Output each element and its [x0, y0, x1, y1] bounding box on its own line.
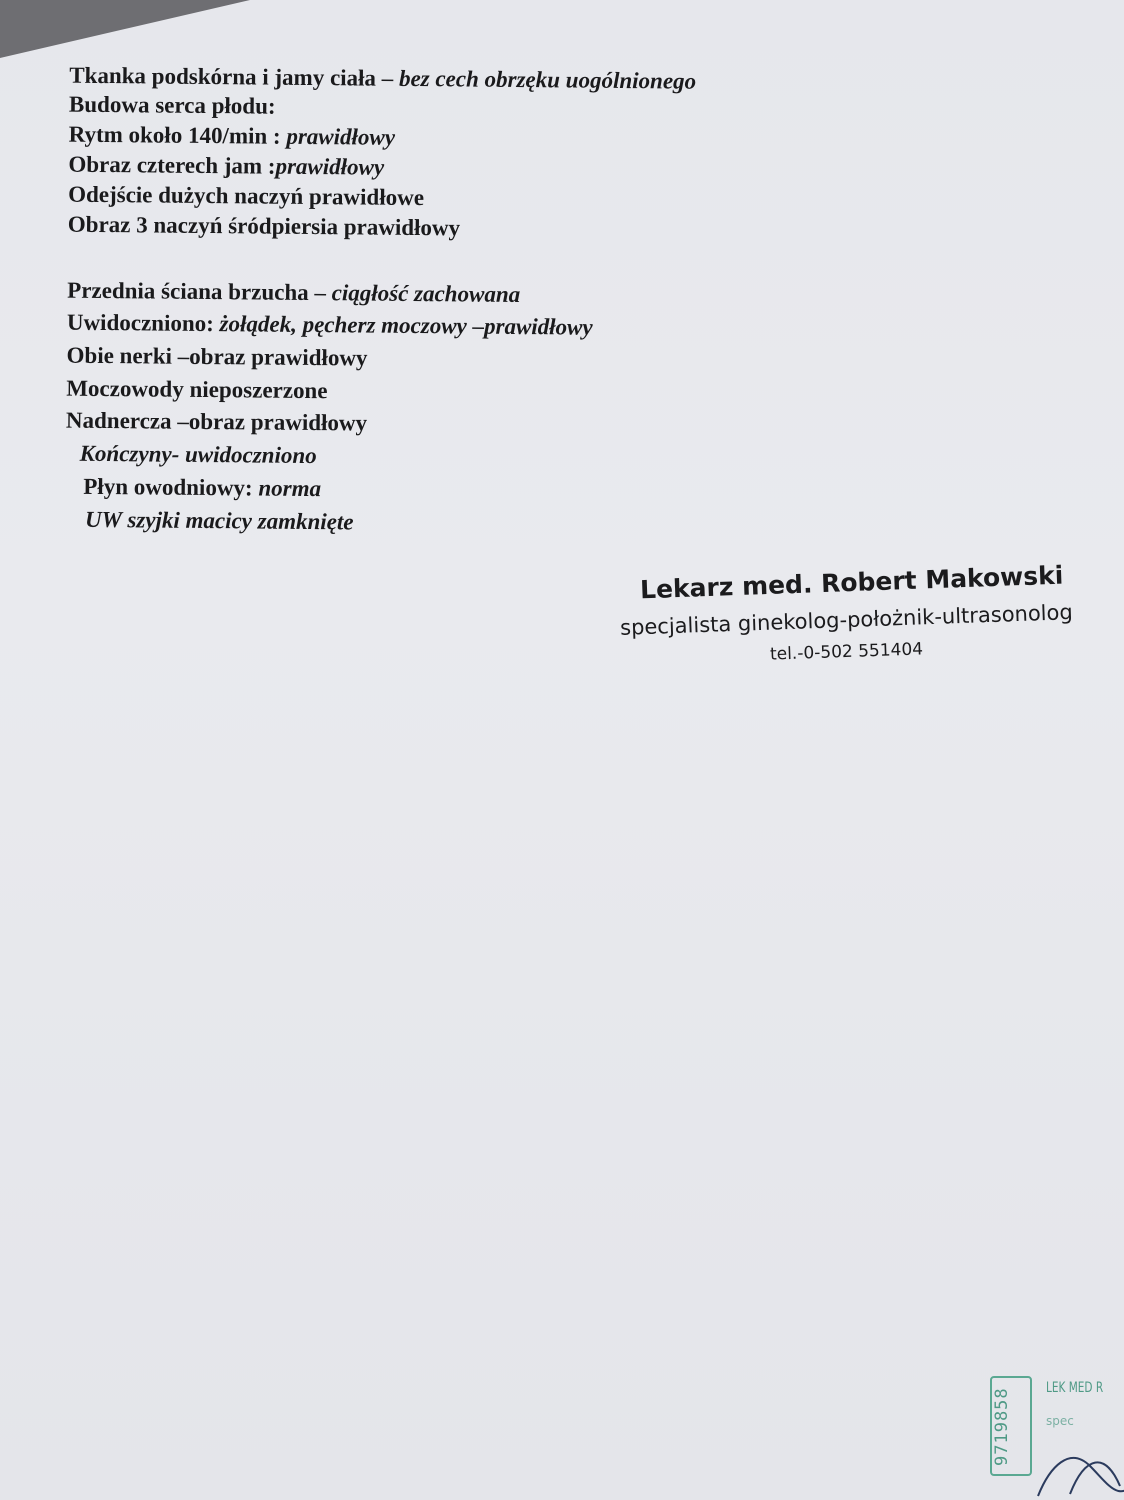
doctor-stamp: [990, 1376, 1124, 1500]
finding-line: Obraz czterech jam :prawidłowy: [68, 151, 385, 180]
finding-line: Budowa serca płodu:: [68, 91, 276, 119]
finding-line: Tkanka podskórna i jamy ciała – bez cech obrzęku uogólnionego: [69, 62, 697, 94]
finding-line: Rytm około 140/min : prawidłowy: [68, 121, 396, 150]
finding-line: Obie nerki –obraz prawidłowy: [66, 342, 368, 371]
finding-line: Płyn owodniowy: norma: [83, 473, 322, 502]
handwritten-signature-icon: [1030, 1416, 1124, 1500]
finding-line: Obraz 3 naczyń śródpiersia prawidłowy: [67, 211, 461, 241]
doctor-phone: tel.-0-502 551404: [769, 639, 924, 665]
finding-line: Moczowody nieposzerzone: [66, 375, 328, 404]
finding-line: Przednia ściana brzucha – ciągłość zachowana: [67, 277, 521, 308]
finding-line: Nadnercza –obraz prawidłowy: [65, 407, 368, 436]
stamp-name: LEK MED R: [1046, 1380, 1104, 1396]
stamp-number: 9719858: [992, 1387, 1012, 1466]
finding-line: UW szyjki macicy zamknięte: [84, 506, 354, 535]
finding-line: Odejście dużych naczyń prawidłowe: [68, 181, 425, 211]
finding-line: Uwidoczniono: żołądek, pęcherz moczowy –prawidłowy: [66, 309, 593, 340]
stamp-subtext: spec: [1046, 1414, 1074, 1428]
doctor-name: Lekarz med. Robert Makowski: [639, 560, 1064, 605]
finding-line: Kończyny- uwidoczniono: [79, 440, 317, 469]
doctor-specialty: specjalista ginekolog-położnik-ultrasonolog: [619, 600, 1074, 640]
